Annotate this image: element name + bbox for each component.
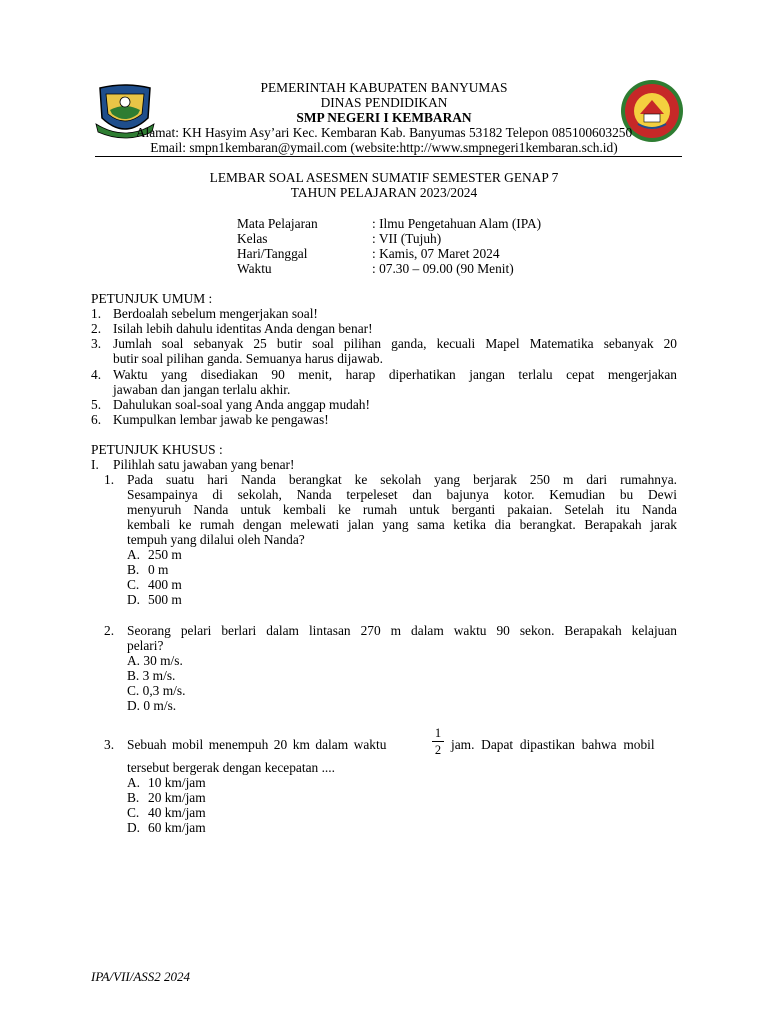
general-item-num: 6. [91,412,102,427]
header-divider [95,156,682,157]
option-text: 20 km/jam [148,790,206,805]
general-item-text: Waktu yang disediakan 90 menit, harap diperhatikan jangan terlalu cepat mengerjakan [113,367,677,382]
question-text: pelari? [127,638,164,653]
option-text: 400 m [148,577,182,592]
general-item-text: Dahulukan soal-soal yang Anda anggap mudah! [113,397,370,412]
general-item-num: 2. [91,321,102,336]
general-item-text: butir soal pilihan ganda. Semuanya harus dijawab. [113,351,383,366]
school-name: SMP NEGERI I KEMBARAN [296,110,472,125]
option-letter: D. [127,820,141,835]
question-text: jam. Dapat dipastikan bahwa mobil [451,737,655,752]
option-letter: C. [127,805,140,820]
header-line1: PEMERINTAH KABUPATEN BANYUMAS [260,80,508,95]
option-letter: C. [127,577,140,592]
option-text: 500 m [148,592,182,607]
general-item-text: Kumpulkan lembar jawab ke pengawas! [113,412,329,427]
question-text: Sebuah mobil menempuh 20 km dalam waktu [127,737,387,752]
option-text: 0 m [148,562,169,577]
option-text: 40 km/jam [148,805,206,820]
option-text: 10 km/jam [148,775,206,790]
general-heading: PETUNJUK UMUM : [91,291,213,306]
question-number: 1. [104,472,115,487]
doc-title: LEMBAR SOAL ASESMEN SUMATIF SEMESTER GENAP 7 [209,170,559,185]
question-text: Pada suatu hari Nanda berangkat ke sekolah yang berjarak 250 m dari rumahnya. [127,472,677,487]
general-item-text: Isilah lebih dahulu identitas Anda dengan benar! [113,321,373,336]
option-text: B. 3 m/s. [127,668,176,683]
question-text: menyuruh Nanda untuk kembali ke rumah untuk berganti pakaian. Setelah itu Nanda [127,502,677,517]
doc-year: TAHUN PELAJARAN 2023/2024 [290,185,478,200]
option-text: A. 30 m/s. [127,653,183,668]
option-text: C. 0,3 m/s. [127,683,186,698]
option-letter: A. [127,547,141,562]
page-footer: IPA/VII/ASS2 2024 [91,969,191,984]
option-text: 250 m [148,547,182,562]
header-line2: DINAS PENDIDIKAN [320,95,448,110]
general-item-text: Jumlah soal sebanyak 25 butir soal pilihan ganda, kecuali Mapel Matematika sebanyak 20 [113,336,677,351]
section-instruction: Pilihlah satu jawaban yang benar! [113,457,295,472]
question-text: kembali ke rumah dengan melewati jalan yang sama ketika dia berangkat. Berapakah jarak [127,517,677,532]
question-number: 3. [104,737,115,752]
option-text: 60 km/jam [148,820,206,835]
general-item-text: Berdoalah sebelum mengerjakan soal! [113,306,318,321]
option-letter: A. [127,775,141,790]
general-item-text: jawaban dan jangan terlalu akhir. [113,382,291,397]
option-letter: B. [127,562,140,577]
school-address: Alamat: KH Hasyim Asy’ari Kec. Kembaran Kab. Banyumas 53182 Telepon 085100603250 [135,125,633,140]
option-letter: B. [127,790,140,805]
general-item-num: 1. [91,306,102,321]
question-text: tempuh yang dilalui oleh Nanda? [127,532,305,547]
question-text: Seorang pelari berlari dalam lintasan 270 m dalam waktu 90 sekon. Berapakah kelajuan [127,623,677,638]
school-email: Email: smpn1kembaran@ymail.com (website:http://www.smpnegeri1kembaran.sch.id) [150,140,618,155]
general-item-num: 4. [91,367,102,382]
option-text: D. 0 m/s. [127,698,177,713]
section-num: I. [91,457,99,472]
general-item-num: 3. [91,336,102,351]
question-text: tersebut bergerak dengan kecepatan .... [127,760,335,775]
question-text: Sesampainya di sekolah, Nanda terpeleset dan bajunya kotor. Kemudian bu Dewi [127,487,677,502]
special-heading: PETUNJUK KHUSUS : [91,442,223,457]
option-letter: D. [127,592,141,607]
question-number: 2. [104,623,115,638]
general-item-num: 5. [91,397,102,412]
fraction-half: 1 2 [432,727,444,757]
